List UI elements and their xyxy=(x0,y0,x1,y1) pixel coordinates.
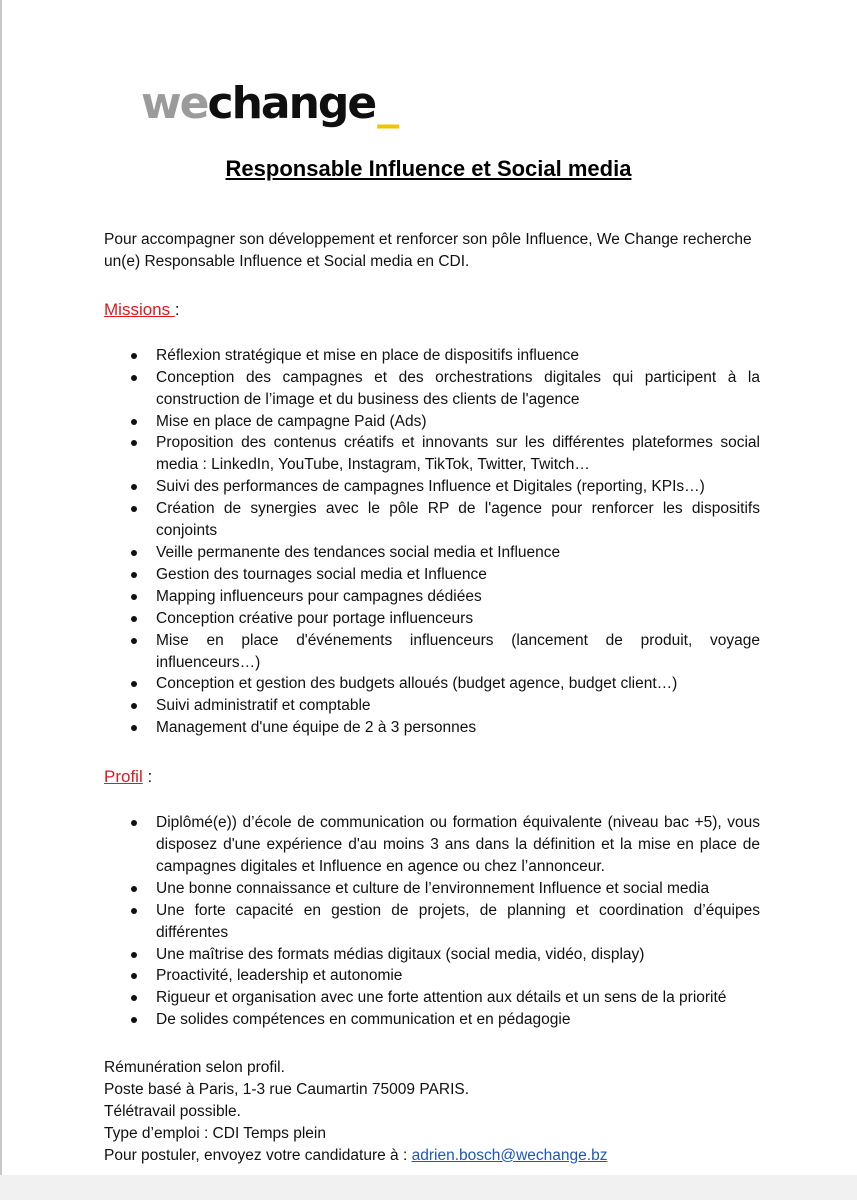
bullet-icon xyxy=(131,1017,137,1023)
bullet-icon xyxy=(131,886,137,892)
list-item xyxy=(104,944,760,966)
apply-line: Pour postuler, envoyez votre candidature à : adrien.bosch@wechange.bz xyxy=(104,1146,608,1164)
list-item-text: Une forte capacité en gestion de projets, de planning et coordination d’équipes différentes xyxy=(156,901,760,941)
list-item-text: Proposition des contenus créatifs et innovants sur les différentes plateformes social media : LinkedIn, YouTube, Instagram, TikTok, Twitter, Twitch… xyxy=(156,434,760,474)
list-item-text: Mise en place d'événements influenceurs (lancement de produit, voyage influenceurs…) xyxy=(156,631,760,671)
bullet-icon xyxy=(131,506,137,512)
missions-heading: Missions : xyxy=(104,299,180,319)
remuneration-text: Rémunération selon profil. xyxy=(104,1059,285,1077)
list-item xyxy=(104,564,760,586)
list-item-text: Création de synergies avec le pôle RP de l'agence pour renforcer les dispositifs conjoints xyxy=(156,500,760,540)
document-body xyxy=(104,229,760,1167)
footer-info xyxy=(104,1057,760,1167)
contract-text: Type d’emploi : CDI Temps plein xyxy=(104,1124,326,1142)
list-item xyxy=(104,498,760,542)
list-item-text: Mapping influenceurs pour campagnes dédiées xyxy=(156,587,482,605)
remote-text: Télétravail possible. xyxy=(104,1103,241,1120)
page-title: Responsable Influence et Social media xyxy=(225,156,632,181)
list-item-text: Suivi administratif et comptable xyxy=(156,697,371,715)
bullet-icon xyxy=(131,572,137,578)
list-item xyxy=(104,673,760,695)
list-item-text: Réflexion stratégique et mise en place de dispositifs influence xyxy=(156,346,580,364)
list-item-text: Suivi des performances de campagnes Influence et Digitales (reporting, KPIs…) xyxy=(156,478,705,496)
list-item-text: Conception et gestion des budgets alloués (budget agence, budget client…) xyxy=(156,675,678,693)
list-item-text: Veille permanente des tendances social media et Influence xyxy=(156,543,561,561)
list-item-text: Conception créative pour portage influenceurs xyxy=(156,609,474,627)
bullet-icon xyxy=(131,638,137,644)
email-link[interactable]: adrien.bosch@wechange.bz xyxy=(411,1146,608,1164)
list-item xyxy=(104,900,760,944)
list-item xyxy=(104,965,760,987)
bullet-icon xyxy=(131,703,137,709)
list-item-text: Gestion des tournages social media et Influence xyxy=(156,565,487,583)
list-item-text: Management d'une équipe de 2 à 3 personnes xyxy=(156,719,477,737)
page-bottom-band xyxy=(0,1175,857,1200)
list-item-text: Une maîtrise des formats médias digitaux (social media, vidéo, display) xyxy=(156,945,645,963)
list-item-text: Une bonne connaissance et culture de l’environnement Influence et social media xyxy=(156,879,710,897)
list-item xyxy=(104,345,760,367)
list-item-text: Diplômé(e)) d’école de communication ou formation équivalente (niveau bac +5), vous disposez d'une expérience d'au moins 3 ans dans la définition et la mise en place de campagnes digitales et Influence en agence ou chez l’annonceur. xyxy=(156,814,760,875)
list-item xyxy=(104,476,760,498)
list-item xyxy=(104,367,760,411)
bullet-icon xyxy=(131,820,137,826)
list-item-text: Mise en place de campagne Paid (Ads) xyxy=(156,412,427,430)
list-item xyxy=(104,878,760,900)
list-item xyxy=(104,542,760,564)
list-item xyxy=(104,608,760,630)
wechange-logo: wechange_ xyxy=(141,78,398,129)
list-item xyxy=(104,987,760,1009)
bullet-icon xyxy=(131,440,137,446)
list-item xyxy=(104,630,760,674)
list-item xyxy=(104,411,760,433)
bullet-icon xyxy=(131,973,137,979)
location-text: Poste basé à Paris, 1-3 rue Caumartin 75009 PARIS. xyxy=(104,1081,470,1099)
list-item xyxy=(104,432,760,476)
list-item xyxy=(104,717,760,739)
bullet-icon xyxy=(131,995,137,1001)
bullet-icon xyxy=(131,616,137,622)
list-item-text: Conception des campagnes et des orchestrations digitales qui participent à la construction de l’image et du business des clients de l'agence xyxy=(156,368,760,408)
bullet-icon xyxy=(131,725,137,731)
bullet-icon xyxy=(131,594,137,600)
profil-heading: Profil : xyxy=(104,767,153,787)
bullet-icon xyxy=(131,375,137,381)
bullet-icon xyxy=(131,952,137,958)
list-item xyxy=(104,1009,760,1031)
intro-paragraph: Pour accompagner son développement et renforcer son pôle Influence, We Change recherche un(e) Responsable Influence et Social media en CDI. xyxy=(104,231,752,270)
bullet-icon xyxy=(131,681,137,687)
list-item-text: Proactivité, leadership et autonomie xyxy=(156,967,403,985)
list-item xyxy=(104,586,760,608)
profil-list xyxy=(104,812,760,1031)
list-item xyxy=(104,812,760,878)
bullet-icon xyxy=(131,908,137,914)
bullet-icon xyxy=(131,550,137,556)
bullet-icon xyxy=(131,484,137,490)
missions-list xyxy=(104,345,760,739)
list-item-text: Rigueur et organisation avec une forte attention aux détails et un sens de la priorité xyxy=(156,989,727,1007)
bullet-icon xyxy=(131,353,137,359)
bullet-icon xyxy=(131,419,137,425)
list-item xyxy=(104,695,760,717)
list-item-text: De solides compétences en communication et en pédagogie xyxy=(156,1011,571,1029)
